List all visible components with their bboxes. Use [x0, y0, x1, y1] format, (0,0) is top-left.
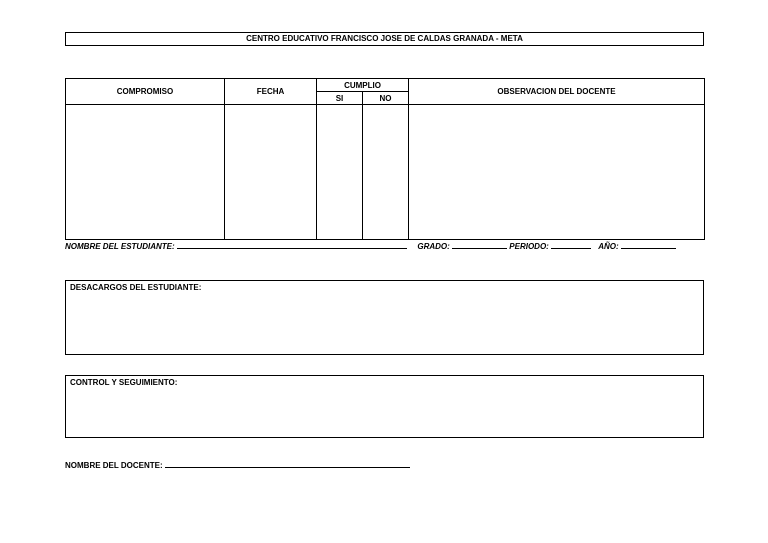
control-box[interactable] [65, 375, 704, 438]
control-label: CONTROL Y SEGUIMIENTO: [70, 378, 178, 387]
periodo-field[interactable] [551, 241, 591, 249]
header-observacion: OBSERVACION DEL DOCENTE [409, 79, 705, 105]
cell-no[interactable] [363, 105, 409, 240]
student-info-line [65, 241, 676, 251]
commitments-table [65, 78, 705, 240]
periodo-label: PERIODO: [509, 242, 549, 251]
student-name-field[interactable] [177, 241, 407, 249]
ano-field[interactable] [621, 241, 676, 249]
docente-field[interactable] [165, 460, 410, 468]
cell-fecha[interactable] [225, 105, 317, 240]
cell-si[interactable] [317, 105, 363, 240]
cell-compromiso[interactable] [66, 105, 225, 240]
header-no: NO [363, 92, 409, 105]
cell-observacion[interactable] [409, 105, 705, 240]
document-title: CENTRO EDUCATIVO FRANCISCO JOSE DE CALDAS GRANADA - META [65, 32, 704, 46]
grado-label: GRADO: [417, 242, 450, 251]
student-name-label: NOMBRE DEL ESTUDIANTE: [65, 242, 175, 251]
header-si: SI [317, 92, 363, 105]
grado-field[interactable] [452, 241, 507, 249]
header-cumplio: CUMPLIO [317, 79, 409, 92]
docente-label: NOMBRE DEL DOCENTE: [65, 461, 163, 470]
ano-label: AÑO: [598, 242, 619, 251]
docente-line [65, 460, 410, 470]
descargos-box[interactable] [65, 280, 704, 355]
descargos-label: DESACARGOS DEL ESTUDIANTE: [70, 283, 202, 292]
header-compromiso: COMPROMISO [66, 79, 225, 105]
header-fecha: FECHA [225, 79, 317, 105]
